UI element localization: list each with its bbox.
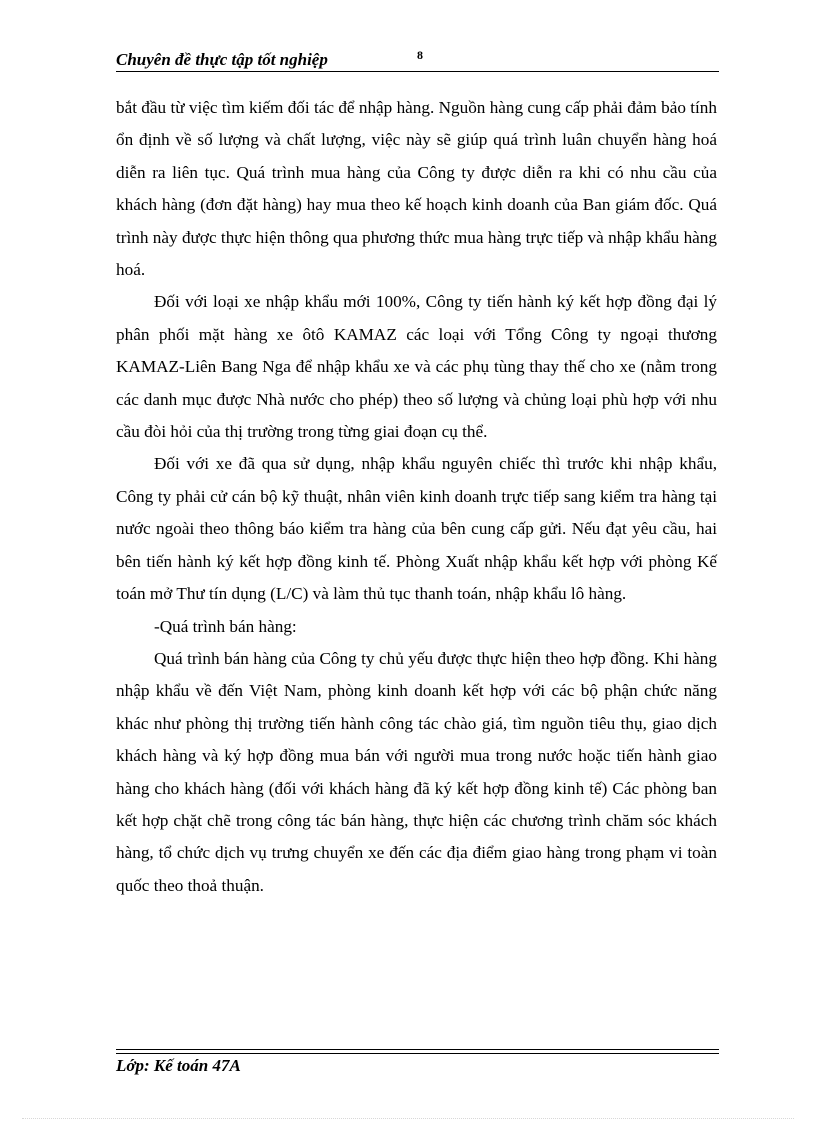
page-header <box>116 46 719 72</box>
paragraph: Quá trình bán hàng của Công ty chủ yếu được thực hiện theo hợp đồng. Khi hàng nhập khẩu về đến Việt Nam, phòng kinh doanh kết hợp với các bộ phận chức năng khác như phòng thị trường tiến hành công tác chào giá, tìm nguồn tiêu thụ, giao dịch khách hàng và ký hợp đồng mua bán với người mua trong nước hoặc tiến hành giao hàng cho khách hàng (đối với khách hàng đã ký kết hợp đồng kinh tế) Các phòng ban kết hợp chặt chẽ trong công tác bán hàng, thực hiện các chương trình chăm sóc khách hàng, tổ chức dịch vụ trưng chuyển xe đến các địa điểm giao hàng trong phạm vi toàn quốc theo thoả thuận. <box>116 648 717 895</box>
page-edge-dots <box>22 1118 794 1119</box>
section-heading: -Quá trình bán hàng: <box>154 616 297 636</box>
page-number: 8 <box>417 48 423 62</box>
header-title: Chuyên đề thực tập tốt nghiệp <box>116 50 328 69</box>
footer-rule <box>116 1049 719 1054</box>
paragraph: Đối với loại xe nhập khẩu mới 100%, Công ty tiến hành ký kết hợp đồng đại lý phân phối mặt hàng xe ôtô KAMAZ các loại với Tổng Công ty ngoại thương KAMAZ-Liên Bang Nga để nhập khẩu xe và các phụ tùng thay thế cho xe (nằm trong các danh mục được Nhà nước cho phép) theo số lượng và chủng loại phù hợp với nhu cầu đòi hỏi của thị trường trong từng giai đoạn cụ thể. <box>116 292 717 442</box>
paragraph: bắt đầu từ việc tìm kiếm đối tác để nhập hàng. Nguồn hàng cung cấp phải đảm bảo tính ổn định về số lượng và chất lượng, việc này sẽ giúp quá trình luân chuyển hàng hoá diễn ra liên tục. Quá trình mua hàng của Công ty được diễn ra khi có nhu cầu của khách hàng (đơn đặt hàng) hay mua theo kế hoạch kinh doanh của Ban giám đốc. Quá trình này được thực hiện thông qua phương thức mua hàng trực tiếp và nhập khẩu hàng hoá. <box>116 98 717 280</box>
header-rule <box>116 71 719 72</box>
footer-text: Lớp: Kế toán 47A <box>116 1056 241 1075</box>
document-body <box>116 92 717 902</box>
paragraph: Đối với xe đã qua sử dụng, nhập khẩu nguyên chiếc thì trước khi nhập khẩu, Công ty phải cử cán bộ kỹ thuật, nhân viên kinh doanh trực tiếp sang kiểm tra hàng tại nước ngoài theo thông báo kiểm tra hàng của bên cung cấp gửi. Nếu đạt yêu cầu, hai bên tiến hành ký kết hợp đồng kinh tế. Phòng Xuất nhập khẩu kết hợp với phòng Kế toán mở Thư tín dụng (L/C) và làm thủ tục thanh toán, nhập khẩu lô hàng. <box>116 454 717 604</box>
